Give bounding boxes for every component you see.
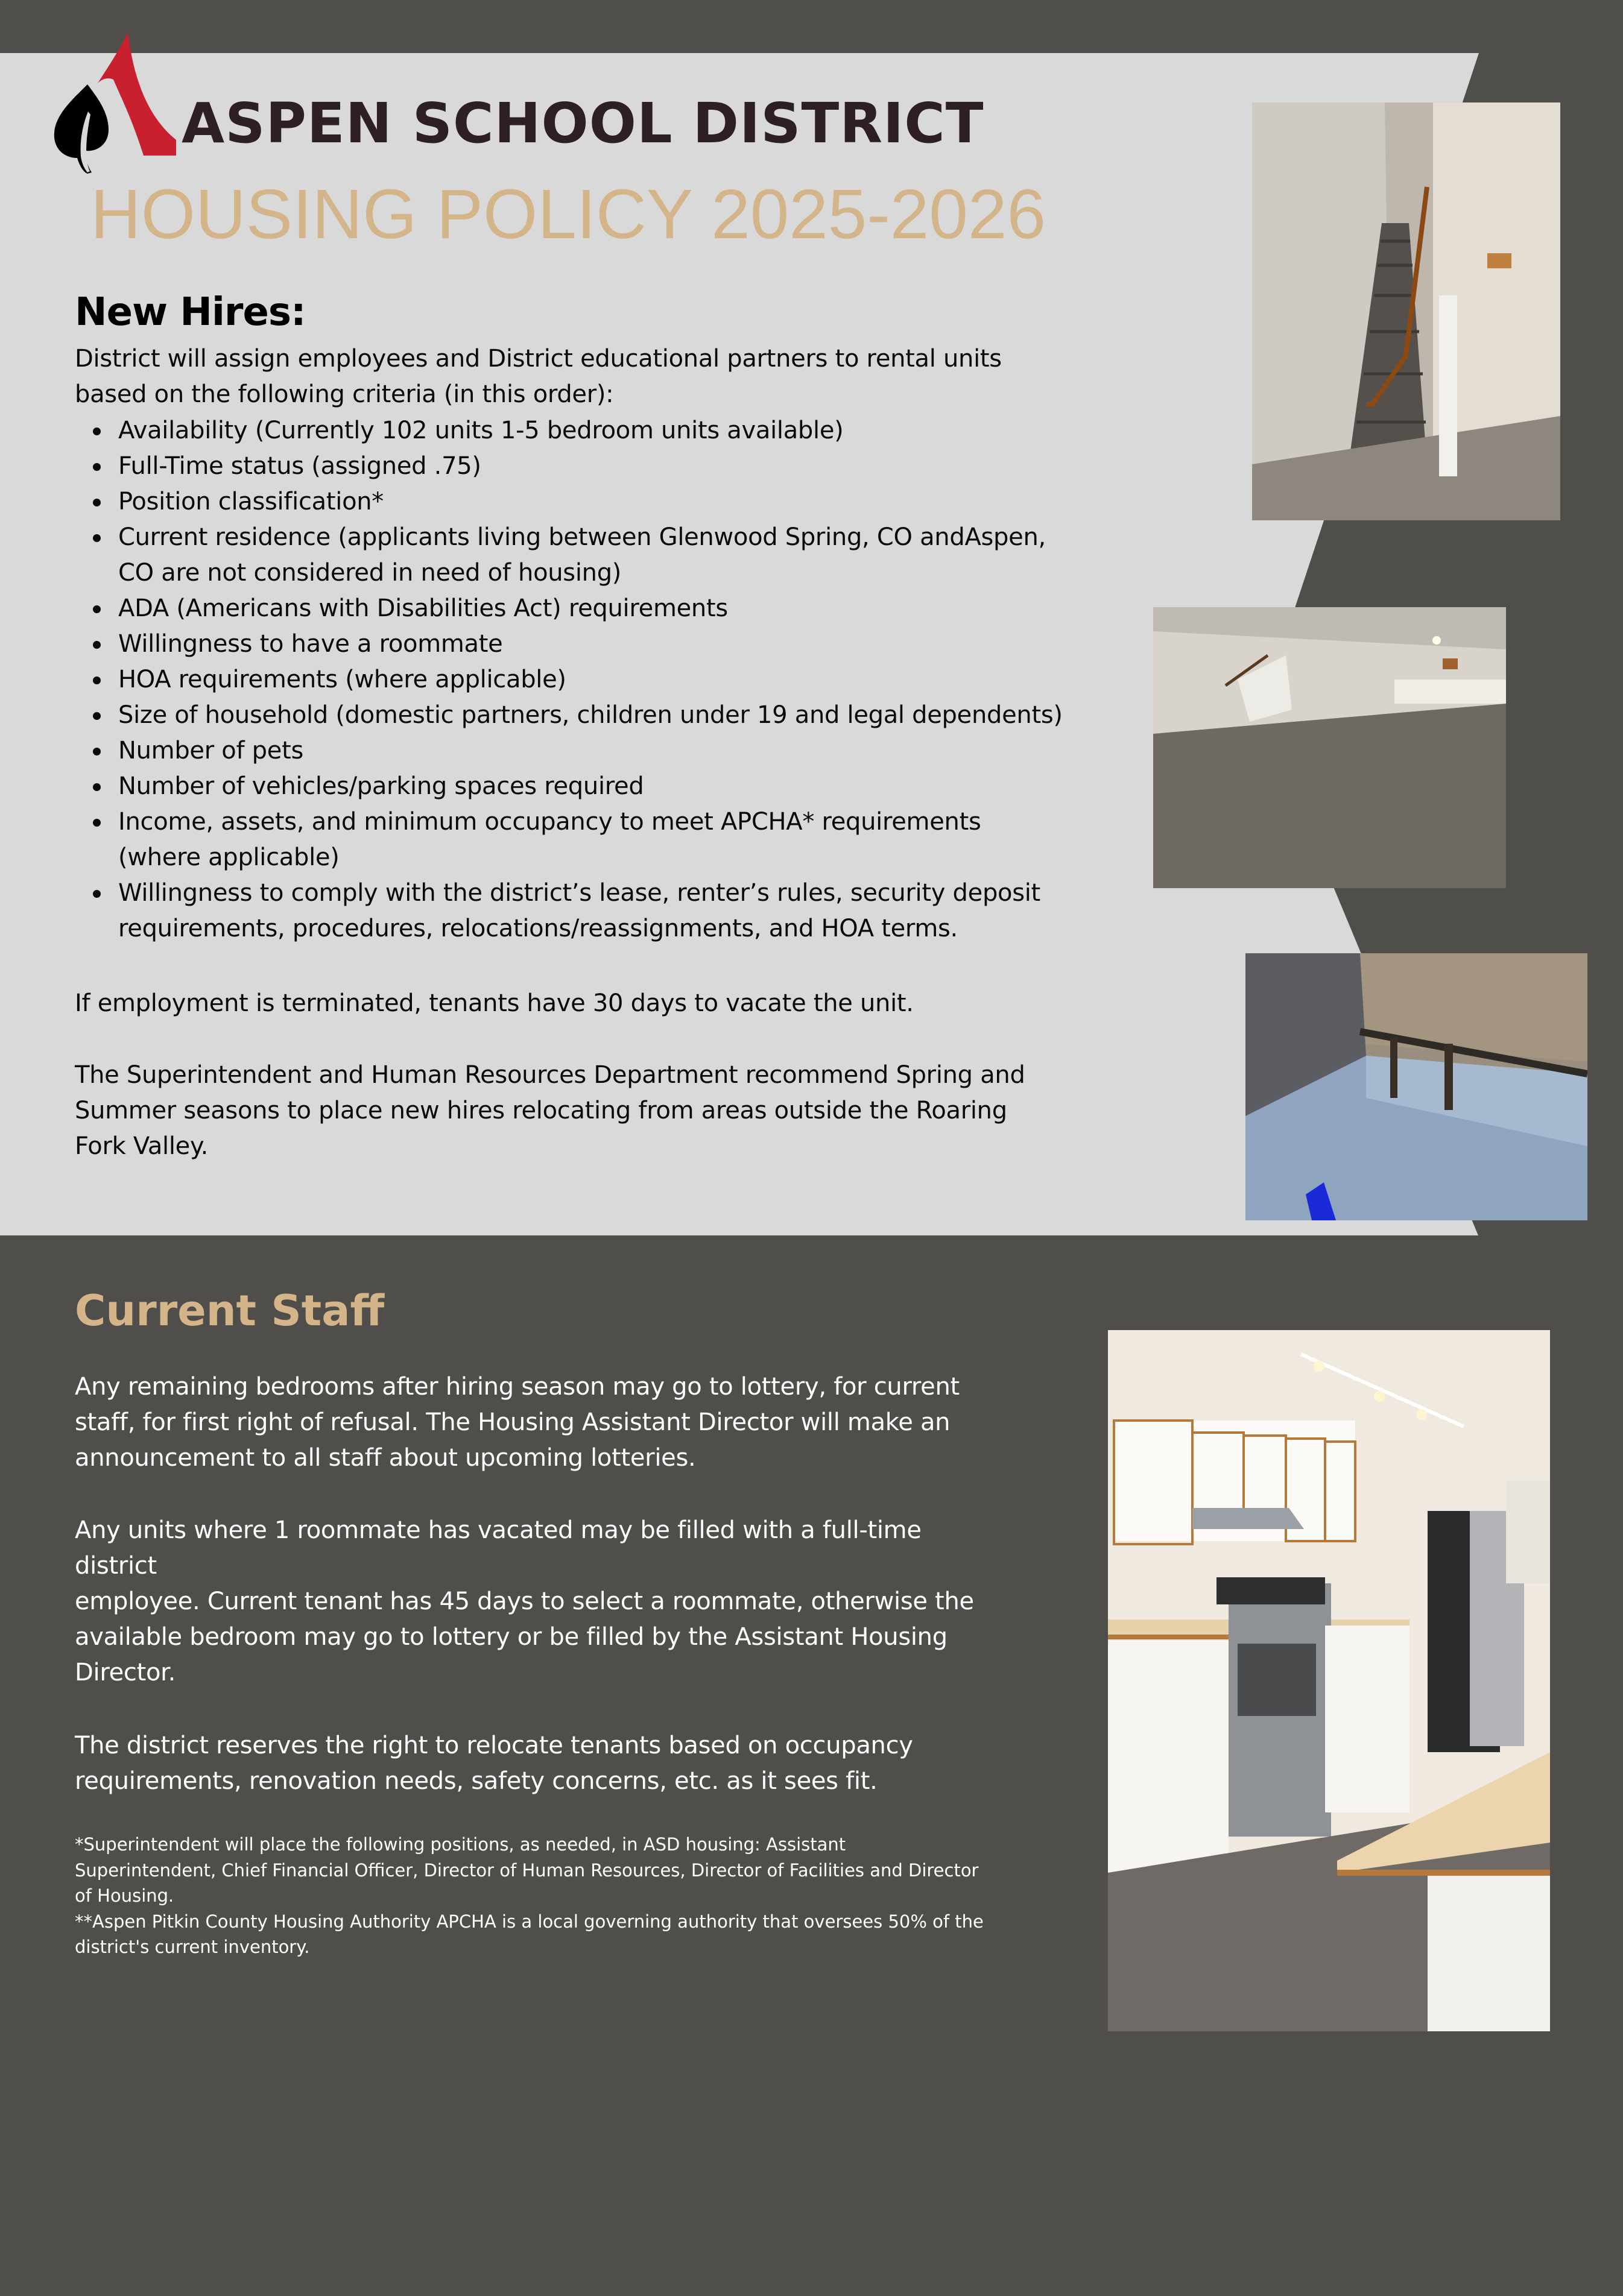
criteria-item	[75, 875, 1063, 947]
criteria-text: Number of vehicles/parking spaces required	[118, 772, 644, 800]
bullet-icon	[93, 427, 101, 435]
paragraph-line: Director.	[75, 1659, 176, 1686]
paragraph-line: Any remaining bedrooms after hiring season may go to lottery, for current	[75, 1373, 960, 1401]
new-hires-heading: New Hires:	[75, 290, 306, 335]
paragraph-line: available bedroom may go to lottery or be filled by the Assistant Housing	[75, 1623, 948, 1651]
season-note-line: The Superintendent and Human Resources Department recommend Spring and	[75, 1061, 1025, 1089]
bullet-icon	[93, 534, 101, 542]
season-note-line: Summer seasons to place new hires relocating from areas outside the Roaring	[75, 1097, 1007, 1124]
criteria-item	[75, 413, 1063, 449]
criteria-item	[75, 698, 1063, 733]
criteria-item	[75, 626, 1063, 662]
staircase-photo	[1252, 102, 1560, 520]
termination-note: If employment is terminated, tenants have 30 days to vacate the unit.	[75, 989, 914, 1017]
district-name: ASPEN SCHOOL DISTRICT	[182, 91, 984, 156]
footnotes	[75, 1832, 984, 1960]
roommate-paragraph	[75, 1513, 974, 1691]
paragraph-line: employee. Current tenant has 45 days to select a roommate, otherwise the	[75, 1588, 974, 1615]
balcony-photo	[1245, 953, 1587, 1220]
criteria-item	[75, 733, 1063, 769]
criteria-text: ADA (Americans with Disabilities Act) requirements	[118, 594, 728, 622]
footnote-line: **Aspen Pitkin County Housing Authority APCHA is a local governing authority that oversees 50% of the	[75, 1911, 984, 1932]
criteria-item	[75, 591, 1063, 626]
aspen-school-district-logo-icon	[48, 30, 187, 175]
criteria-text: Position classification*	[118, 488, 384, 516]
lottery-paragraph	[75, 1369, 960, 1476]
criteria-item	[75, 662, 1063, 698]
criteria-item	[75, 769, 1063, 804]
intro-line: District will assign employees and District educational partners to rental units	[75, 345, 1002, 373]
bullet-icon	[93, 676, 101, 684]
kitchen-photo	[1108, 1330, 1550, 2031]
paragraph-line: staff, for first right of refusal. The Housing Assistant Director will make an	[75, 1408, 951, 1436]
footnote-line: *Superintendent will place the following positions, as needed, in ASD housing: Assistant	[75, 1834, 846, 1855]
current-staff-heading: Current Staff	[75, 1286, 385, 1336]
living-room-photo	[1153, 607, 1506, 888]
paragraph-line: announcement to all staff about upcoming lotteries.	[75, 1444, 696, 1472]
criteria-item	[75, 520, 1063, 591]
criteria-list	[75, 413, 1063, 947]
bullet-icon	[93, 712, 101, 720]
criteria-item	[75, 804, 1063, 875]
paragraph-line: Any units where 1 roommate has vacated may be filled with a full-time	[75, 1516, 922, 1544]
criteria-text: Size of household (domestic partners, children under 19 and legal dependents)	[118, 701, 1063, 729]
criteria-item	[75, 449, 1063, 484]
bullet-icon	[93, 819, 101, 827]
paragraph-line: requirements, renovation needs, safety concerns, etc. as it sees fit.	[75, 1767, 878, 1795]
intro-line: based on the following criteria (in this order):	[75, 380, 614, 408]
paragraph-line: The district reserves the right to relocate tenants based on occupancy	[75, 1732, 913, 1759]
criteria-text-cont: requirements, procedures, relocations/reassignments, and HOA terms.	[118, 915, 958, 942]
bullet-icon	[93, 890, 101, 898]
season-note	[75, 1058, 1025, 1164]
criteria-text: HOA requirements (where applicable)	[118, 666, 566, 693]
bullet-icon	[93, 641, 101, 649]
criteria-text: Current residence (applicants living between Glenwood Spring, CO andAspen,	[118, 523, 1046, 551]
paragraph-line: district	[75, 1552, 157, 1580]
bullet-icon	[93, 463, 101, 471]
footnote-line: Superintendent, Chief Financial Officer, Director of Human Resources, Director of Facilities and Director	[75, 1859, 979, 1881]
criteria-text-cont: (where applicable)	[118, 844, 340, 871]
criteria-text: Full-Time status (assigned .75)	[118, 452, 481, 480]
new-hires-intro	[75, 341, 1002, 412]
bullet-icon	[93, 499, 101, 506]
criteria-text: Availability (Currently 102 units 1-5 bedroom units available)	[118, 417, 844, 444]
bullet-icon	[93, 748, 101, 755]
criteria-text: Income, assets, and minimum occupancy to meet APCHA* requirements	[118, 808, 981, 836]
footnote-line: of Housing.	[75, 1885, 174, 1906]
season-note-line: Fork Valley.	[75, 1132, 209, 1160]
criteria-text-cont: CO are not considered in need of housing)	[118, 559, 622, 587]
bullet-icon	[93, 783, 101, 791]
bullet-icon	[93, 605, 101, 613]
criteria-item	[75, 484, 1063, 520]
footnote-line: district's current inventory.	[75, 1937, 310, 1957]
criteria-text: Willingness to comply with the district’s lease, renter’s rules, security deposit	[118, 879, 1040, 907]
document-title: HOUSING POLICY 2025-2026	[90, 175, 1046, 253]
criteria-text: Number of pets	[118, 737, 303, 765]
criteria-text: Willingness to have a roommate	[118, 630, 503, 658]
relocation-paragraph	[75, 1728, 913, 1799]
